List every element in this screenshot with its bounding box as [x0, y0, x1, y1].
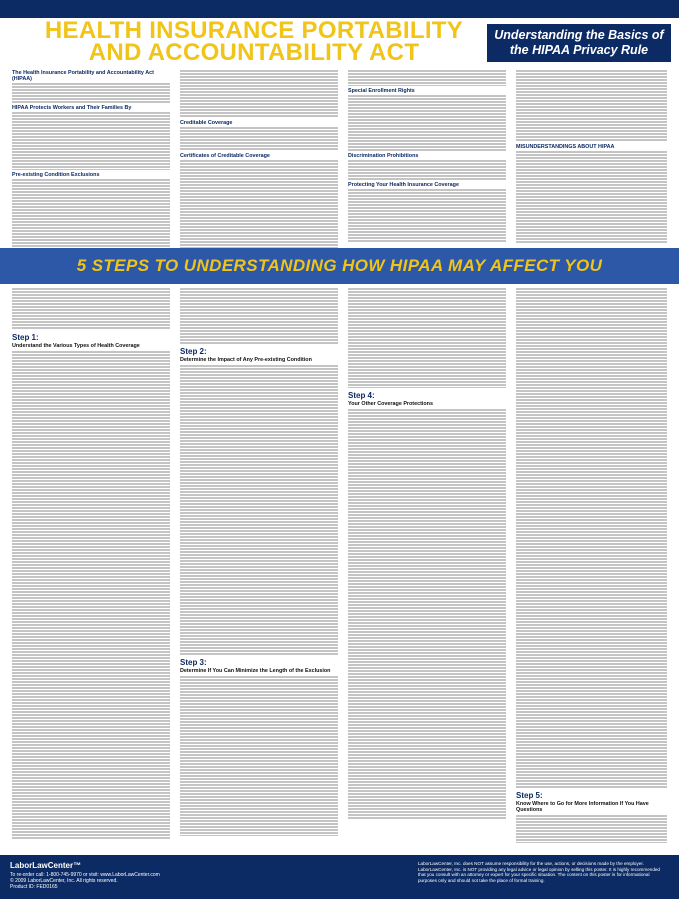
top-columns	[12, 70, 667, 248]
product-id: Product ID: FED0165	[10, 884, 58, 890]
steps-column-1	[12, 288, 170, 841]
section-heading: Protecting Your Health Insurance Coverage	[348, 182, 459, 188]
section-heading: Creditable Coverage	[180, 120, 233, 126]
step-1-subheading: Understand the Various Types of Health Coverage	[12, 343, 140, 349]
top-column-2	[180, 70, 338, 250]
header	[0, 18, 679, 68]
footer-logo: LaborLawCenter™	[10, 861, 82, 870]
section-heading: Certificates of Creditable Coverage	[180, 153, 270, 159]
subtitle-box: Understanding the Basics of the HIPAA Privacy Rule	[487, 24, 671, 62]
step-4-heading: Step 4:	[348, 391, 375, 400]
section-heading: Pre-existing Condition Exclusions	[12, 172, 100, 178]
step-5-heading: Step 5:	[516, 791, 543, 800]
footer-legal-text: LaborLawCenter, Inc. does NOT assume responsibility for the use, actions, or decisions made by the employer. LaborLawCenter, Inc. is NOT providing any legal advice or legal opinion by selling this poster. It is highly recommended that you consult with an attorney or expert for your specific situation. The content on this poster is for informational purposes only and should not take the place of formal training.	[418, 861, 660, 883]
footer	[0, 855, 679, 899]
footer-contact	[10, 872, 260, 890]
step-4-subheading: Your Other Coverage Protections	[348, 401, 433, 407]
section-heading: HIPAA Protects Workers and Their Families By	[12, 105, 132, 111]
step-5-subheading: Know Where to Go for More Information If You Have Questions	[516, 801, 649, 813]
step-3-heading: Step 3:	[180, 658, 207, 667]
steps-column-2	[180, 288, 338, 838]
steps-banner-title: 5 STEPS TO UNDERSTANDING HOW HIPAA MAY AFFECT YOU	[76, 256, 603, 275]
page-title: HEALTH INSURANCE PORTABILITY AND ACCOUNTABILITY ACT	[44, 17, 464, 66]
copyright-text: © 2009 LaborLawCenter, Inc. All rights reserved.	[10, 878, 118, 884]
reorder-text: To re-order call: 1-800-745-9970 or visit: www.LaborLawCenter.com	[10, 872, 160, 878]
steps-area	[12, 288, 667, 853]
section-heading: The Health Insurance Portability and Accountability Act (HIPAA)	[12, 70, 154, 82]
step-2-subheading: Determine the Impact of Any Pre-existing Condition	[180, 357, 312, 363]
top-bar	[0, 0, 679, 18]
top-column-1	[12, 70, 170, 251]
steps-column-3	[348, 288, 506, 821]
top-column-3	[348, 70, 506, 245]
section-heading: Discrimination Prohibitions	[348, 153, 419, 159]
section-heading: Special Enrollment Rights	[348, 88, 415, 94]
steps-column-4	[516, 288, 667, 845]
steps-banner	[0, 248, 679, 284]
step-1-heading: Step 1:	[12, 333, 39, 342]
step-2-heading: Step 2:	[180, 347, 207, 356]
top-column-4	[516, 70, 667, 245]
section-heading: MISUNDERSTANDINGS ABOUT HIPAA	[516, 144, 615, 150]
step-3-subheading: Determine If You Can Minimize the Length of the Exclusion	[180, 668, 331, 674]
